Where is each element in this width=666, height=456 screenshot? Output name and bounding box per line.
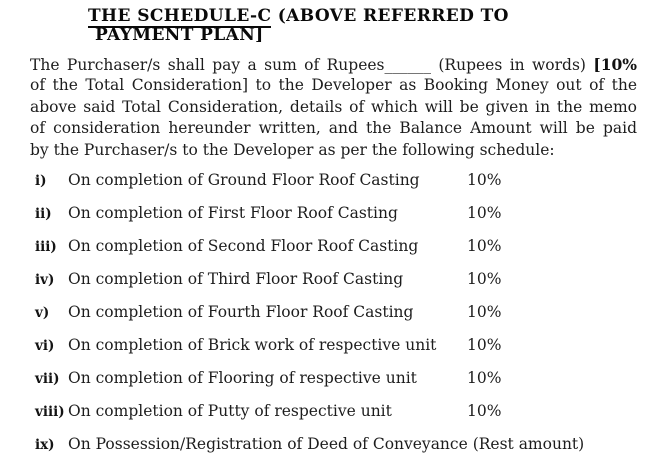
item-percent: 10% xyxy=(467,401,502,420)
item-percent: 10% xyxy=(467,269,502,288)
item-number: ii) xyxy=(35,205,52,222)
item-percent: 10% xyxy=(467,170,502,189)
paragraph-line-1-text: The Purchaser/s shall pay a sum of Rupees______ (Rupees in words) xyxy=(30,56,594,74)
item-percent: 10% xyxy=(467,335,502,354)
schedule-item xyxy=(35,270,666,288)
schedule-item xyxy=(35,204,666,222)
item-text: On Possession/Registration of Deed of Conveyance (Rest amount) xyxy=(68,434,585,453)
item-number: iv) xyxy=(35,271,55,288)
item-percent: 10% xyxy=(467,302,502,321)
item-number: vi) xyxy=(35,337,55,354)
item-text: On completion of Second Floor Roof Casting xyxy=(68,236,419,255)
paragraph-line-4: of consideration hereunder written, and the Balance Amount will be paid xyxy=(30,119,637,138)
intro-paragraph xyxy=(30,54,637,161)
schedule-item xyxy=(35,402,666,420)
schedule-item xyxy=(35,336,666,354)
item-percent: 10% xyxy=(467,236,502,255)
paragraph-line-2: of the Total Consideration] to the Developer as Booking Money out of the xyxy=(30,76,637,95)
item-number: iii) xyxy=(35,238,57,255)
schedule-heading-underlined-title: THE SCHEDULE-C xyxy=(88,6,272,26)
schedule-heading-rest: (ABOVE REFERRED TO xyxy=(271,6,509,26)
paragraph-line-5: by the Purchaser/s to the Developer as per the following schedule: xyxy=(30,140,555,159)
payment-schedule-list xyxy=(35,171,666,453)
item-number: v) xyxy=(35,304,50,321)
schedule-item xyxy=(35,303,666,321)
item-percent: 10% xyxy=(467,203,502,222)
schedule-heading xyxy=(88,0,666,45)
item-text: On completion of Putty of respective unit xyxy=(68,401,392,420)
item-text: On completion of Fourth Floor Roof Casting xyxy=(68,302,414,321)
schedule-item xyxy=(35,171,666,189)
schedule-heading-line2: PAYMENT PLAN] xyxy=(95,25,264,45)
item-number: i) xyxy=(35,172,47,189)
schedule-heading-line1 xyxy=(88,7,666,26)
item-number: vii) xyxy=(35,370,60,387)
item-number: viii) xyxy=(35,403,65,420)
paragraph-line-3: above said Total Consideration, details of which will be given in the memo xyxy=(30,97,637,116)
schedule-item xyxy=(35,435,666,453)
item-text: On completion of Brick work of respective unit xyxy=(68,335,437,354)
paragraph-line-1 xyxy=(30,54,637,75)
item-number: ix) xyxy=(35,436,55,453)
schedule-item xyxy=(35,369,666,387)
item-text: On completion of Flooring of respective unit xyxy=(68,368,417,387)
item-text: On completion of Third Floor Roof Casting xyxy=(68,269,404,288)
item-percent: 10% xyxy=(467,368,502,387)
item-text: On completion of First Floor Roof Casting xyxy=(68,203,398,222)
item-text: On completion of Ground Floor Roof Casting xyxy=(68,170,420,189)
schedule-item xyxy=(35,237,666,255)
paragraph-line-1-bold: [10% xyxy=(593,55,637,74)
